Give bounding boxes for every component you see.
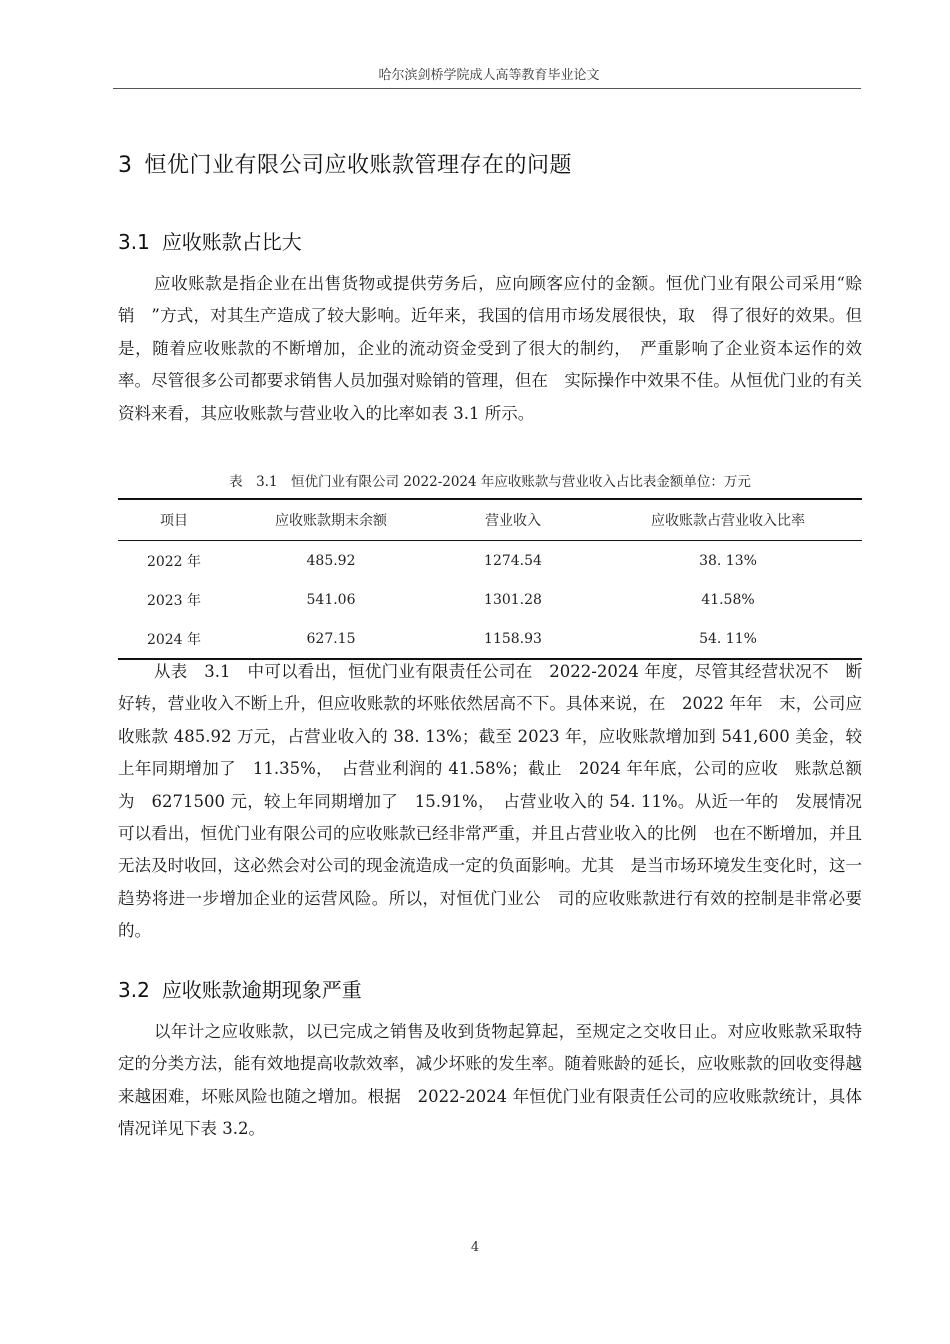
chapter-heading [118,148,572,179]
section-heading-3-1 [118,226,302,255]
table-cell: 1158.93 [484,630,542,647]
chapter-title: 恒优门业有限公司应收账款管理存在的问题 [144,153,573,178]
table-cell: 485.92 [306,552,356,569]
table-caption: 表 3.1 恒优门业有限公司 2022-2024 年应收账款与营业收入占比表金额单位：万元 [229,474,751,490]
table-cell: 1274.54 [484,552,542,569]
table-cell: 2022 年 [146,553,202,570]
column-header: 营业收入 [485,513,541,529]
section-title: 应收账款占比大 [161,230,302,254]
column-header: 项目 [160,513,188,529]
body-paragraph: 应收账款是指企业在出售货物或提供劳务后，应向顾客应付的金额。恒优门业有限公司采用“赊销 ”方式，对其生产造成了较大影响。近年来，我国的信用市场发展很快，取 得了很好的效果。但是，随着应收账款的不断增加，企业的流动资金受到了很大的制约， 严重影响了企业资本运作的效率。尽管很多公司都要求销售人员加强对赊销的管理，但在 实际操作中效果不佳。从恒优门业的有关资料来看，其应收账款与营业收入的比率如表 3.1 所示。 [118,274,862,423]
table-cell: 2023 年 [146,592,202,609]
table-cell: 54. 11% [699,630,757,647]
table-cell: 2024 年 [146,631,202,648]
receivables-ratio-table [118,498,862,660]
table-cell: 38. 13% [699,552,757,569]
table-cell: 1301.28 [484,591,542,608]
section-number: 3.1 [118,230,150,254]
table-cell: 41.58% [701,591,755,608]
section-number: 3.2 [118,978,150,1002]
chapter-number: 3 [118,153,133,178]
body-paragraph: 以年计之应收账款，以已完成之销售及收到货物起算起，至规定之交收日止。对应收账款采取特定的分类方法，能有效地提高收款效率，减少坏账的发生率。随着账龄的延长，应收账款的回收变得越来越困难，坏账风险也随之增加。根据 2022-2024 年恒优门业有限责任公司的应收账款统计，具体情况详见下表 3.2。 [118,1022,862,1139]
table-header-row [118,499,862,541]
column-header: 应收账款期末余额 [275,513,387,529]
table-row [118,580,862,619]
body-paragraph: 从表 3.1 中可以看出，恒优门业有限责任公司在 2022-2024 年度，尽管其经营状况不 断好转，营业收入不断上升，但应收账款的坏账依然居高不下。具体来说，在 2022 年年 末，公司应收账款 485.92 万元，占营业收入的 38. 13%；截至 2023 年，应收账款增加到 541,600 美金，较上年同期增加了 11.35%， 占营业利润的 41.58%；截止 2024 年年底，公司的应收 账款总额为 6271500 元，较上年同期增加了 15.91%， 占营业收入的 54. 11%。从近一年的 发展情况可以看出，恒优门业有限公司的应收账款已经非常严重，并且占营业收入的比例 也在不断增加，并且无法及时收回，这必然会对公司的现金流造成一定的负面影响。尤其 是当市场环境发生变化时，这一趋势将进一步增加企业的运营风险。所以，对恒优门业公 司的应收账款进行有效的控制是非常必要的。 [118,662,862,941]
running-header: 哈尔滨剑桥学院成人高等教育毕业论文 [378,68,600,83]
section-title: 应收账款逾期现象严重 [161,978,362,1002]
column-header: 应收账款占营业收入比率 [651,513,805,529]
table-row [118,541,862,581]
table-row [118,619,862,659]
section-heading-3-2 [118,974,362,1003]
header-divider [113,88,861,89]
table-cell: 541.06 [306,591,356,608]
page-number: 4 [470,1240,480,1255]
table-cell: 627.15 [306,630,356,647]
